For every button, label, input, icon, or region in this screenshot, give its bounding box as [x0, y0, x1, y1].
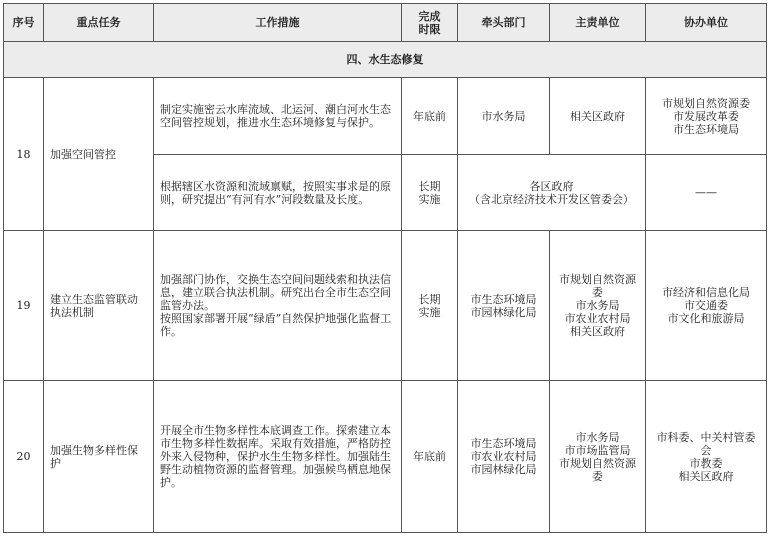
row-lead: 市水务局	[458, 78, 550, 155]
row-measures: 开展全市生物多样性本底调查工作。探索建立本市生物多样性数据库。采取有效措施，严格防控外来入侵物种，保护水生生物多样性。加强陆生野生动植物资源的监督管理。加强候鸟栖息地保护。	[154, 381, 402, 533]
row-assist: ——	[646, 155, 767, 231]
row-task: 加强空间管控	[44, 78, 154, 231]
row-responsible: 市水务局 市市场监管局 市规划自然资源委	[550, 381, 646, 533]
table-row	[4, 231, 767, 381]
table-row	[4, 78, 767, 155]
col-header-deadline: 完成 时限	[402, 4, 458, 42]
header-row	[4, 4, 767, 42]
row-responsible: 相关区政府	[550, 78, 646, 155]
task-table	[3, 3, 767, 533]
section-row	[4, 42, 767, 78]
col-header-responsible: 主责单位	[550, 4, 646, 42]
col-header-task: 重点任务	[44, 4, 154, 42]
col-header-seq: 序号	[4, 4, 44, 42]
col-header-assist: 协办单位	[646, 4, 767, 42]
row-measures: 制定实施密云水库流域、北运河、潮白河水生态空间管控规划，推进水生态环境修复与保护。	[154, 78, 402, 155]
row-deadline: 年底前	[402, 78, 458, 155]
row-measures: 加强部门协作，交换生态空间问题线索和执法信息，建立联合执法机制。研究出台全市生态空间监管办法。 按照国家部署开展“绿盾”自然保护地强化监督工作。	[154, 231, 402, 381]
row-measures: 根据辖区水资源和流域禀赋，按照实事求是的原则，研究提出“有河有水”河段数量及长度。	[154, 155, 402, 231]
row-seq: 18	[4, 78, 44, 231]
row-seq: 20	[4, 381, 44, 533]
row-assist: 市科委、中关村管委会 市教委 相关区政府	[646, 381, 767, 533]
section-title: 四、水生态修复	[4, 42, 767, 78]
col-header-lead: 牵头部门	[458, 4, 550, 42]
row-deadline: 年底前	[402, 381, 458, 533]
row-assist: 市规划自然资源委 市发展改革委 市生态环境局	[646, 78, 767, 155]
row-task: 建立生态监管联动执法机制	[44, 231, 154, 381]
row-assist: 市经济和信息化局 市交通委 市文化和旅游局	[646, 231, 767, 381]
row-responsible: 市规划自然资源委 市水务局 市农业农村局 相关区政府	[550, 231, 646, 381]
row-deadline: 长期 实施	[402, 231, 458, 381]
row-deadline: 长期 实施	[402, 155, 458, 231]
col-header-measures: 工作措施	[154, 4, 402, 42]
row-lead: 市生态环境局 市园林绿化局	[458, 231, 550, 381]
row-lead-merged: 各区政府 （含北京经济技术开发区管委会）	[458, 155, 646, 231]
row-task: 加强生物多样性保护	[44, 381, 154, 533]
table-row	[4, 381, 767, 533]
row-seq: 19	[4, 231, 44, 381]
row-lead: 市生态环境局 市农业农村局 市园林绿化局	[458, 381, 550, 533]
